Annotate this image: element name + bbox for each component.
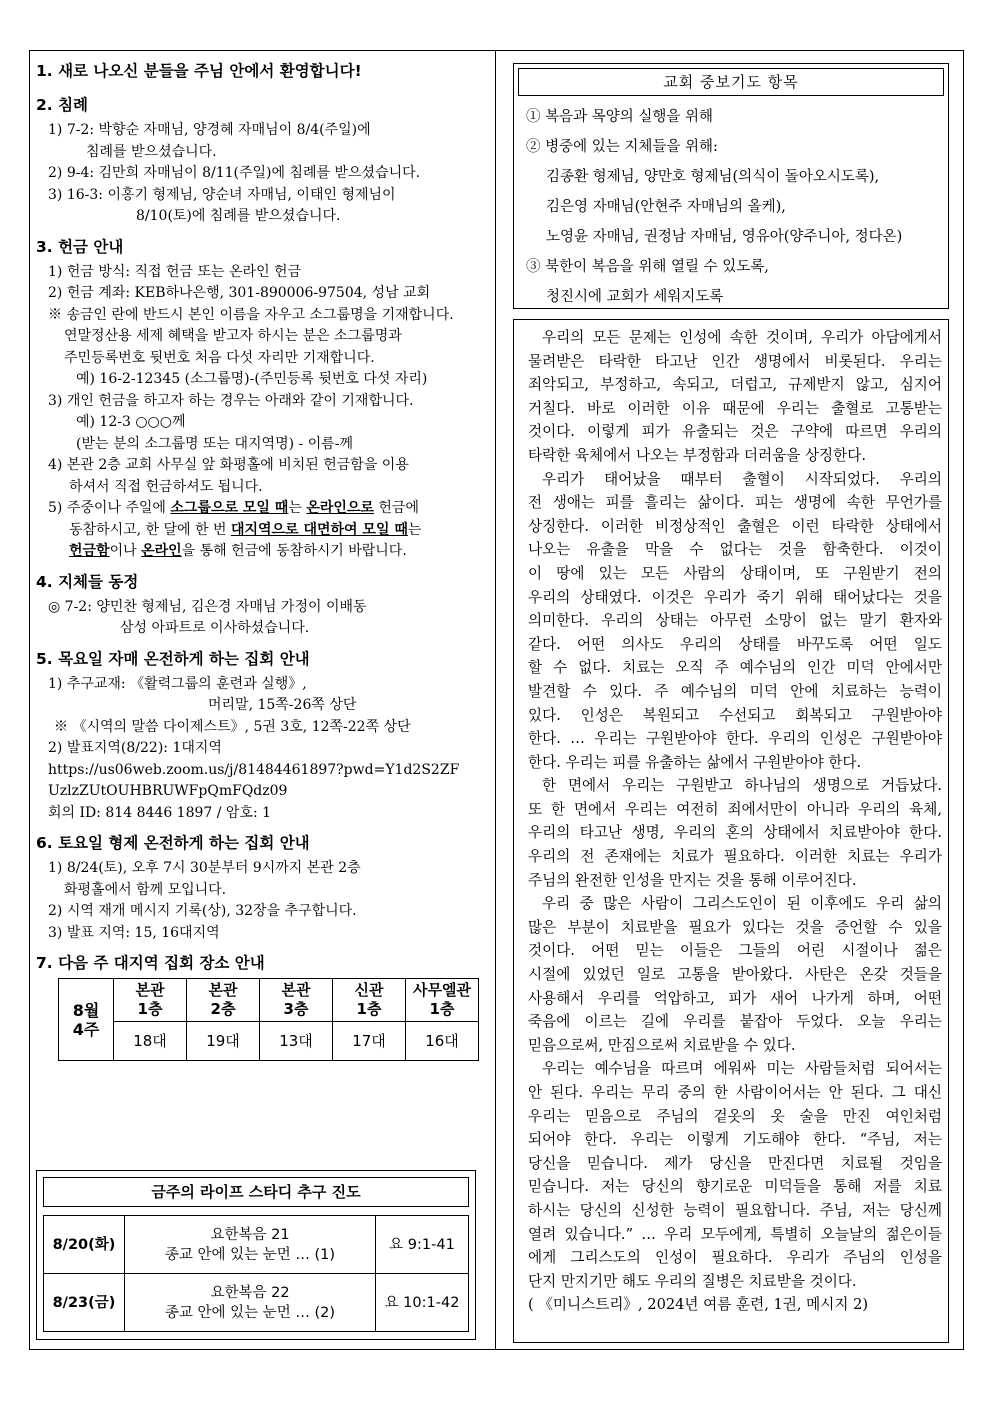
prayer-item: 김은영 자매님(안현주 자매님의 올케), (546, 199, 786, 215)
zoom-link[interactable]: UzlzZUtOUHBRUWFpQmFQdz09 (48, 783, 288, 799)
region-cell: 19대 (187, 1022, 260, 1061)
baptism-line: 3) 16-3: 이홍기 형제님, 양순녀 자매님, 이태인 형제님이 (48, 186, 396, 203)
reading-line: 열려 있습니다.” … 우리 모두에게, 특별히 오늘날의 젊은이들 (528, 1225, 942, 1243)
reading-line: 같다. 어떤 의사도 우리의 상태를 바꾸도록 어떤 일도 (528, 635, 942, 653)
week-cell: 8월 4주 (59, 979, 114, 1061)
section-6-title: 6. 토요일 형제 온전하게 하는 집회 안내 (36, 834, 310, 852)
prayer-item: 김종환 형제님, 양만호 형제님(의식이 돌아오시도록), (546, 169, 880, 185)
prayer-item: 노영윤 자매님, 권정남 자매님, 영유아(양주니아, 정다온) (546, 229, 903, 245)
reading-line: 것이다. 어떤 믿는 이들은 그들의 어린 시절이나 젊은 (528, 942, 942, 960)
saturday-line: 화평홀에서 함께 모입니다. (64, 881, 227, 898)
section-4-title: 4. 지체들 동정 (36, 572, 139, 591)
reading-line: 우리의 상태였다. 이것은 우리가 죽기 위해 태어났다는 것을 (528, 588, 942, 606)
region-cell: 16대 (406, 1022, 479, 1061)
study-date: 8/23(금) (44, 1274, 125, 1332)
study-ref: 요 10:1-42 (376, 1274, 469, 1332)
reading-line: 것이다. 이렇게 피가 유출되는 것은 구약에 따르면 우리의 (528, 423, 942, 441)
offering-line: 하셔서 직접 헌금하셔도 됩니다. (69, 478, 263, 495)
reading-line: 우리의 전 존재에는 치료가 필요하다. 이러한 치료는 우리가 (528, 848, 942, 866)
reading-line: 당신을 믿습니다. 제가 당신을 만진다면 치료될 것임을 (528, 1154, 942, 1172)
study-date: 8/20(화) (44, 1216, 125, 1274)
reading-line: 전 생애는 피를 흘리는 삶이다. 피는 생명에 속한 무언가를 (528, 494, 942, 512)
ministry-reading-text (528, 326, 942, 1317)
reading-line: 믿습니다. 저는 당신의 향기로운 미덕들을 통해 저를 치료 (528, 1178, 942, 1196)
reading-line: 우리는 믿음으로 주님의 겉옷의 옷 술을 만진 여인처럼 (528, 1107, 942, 1125)
offering-line: 연말정산용 세제 혜택을 받고자 하시는 분은 소그룹명과 (64, 328, 402, 344)
prayer-item: ① 복음과 목양의 실행을 위해 (526, 109, 714, 125)
prayer-item: ② 병중에 있는 지체들을 위해: (526, 139, 718, 155)
baptism-line: 침례를 받으셨습니다. (86, 143, 217, 160)
table-row (44, 1216, 469, 1274)
hall-header: 본관 1층 (114, 979, 187, 1022)
reading-line: 사용해서 우리를 억압하고, 피가 새어 나가게 하며, 어떤 (528, 989, 942, 1007)
section-3-title: 3. 헌금 안내 (36, 237, 124, 256)
thursday-line: ※ 《시역의 말씀 다이제스트》, 5권 3호, 12쪽-22쪽 상단 (54, 718, 411, 735)
saturday-line: 1) 8/24(토), 오후 7시 30분부터 9시까지 본관 2층 (48, 860, 361, 876)
reading-line: 의미한다. 우리의 상태는 아무런 소망이 없는 말기 환자와 (528, 612, 942, 630)
reading-line: 시절에 있었던 일로 고통을 받아왔다. 사탄은 온갖 것들을 (528, 966, 942, 984)
prayer-item: ③ 북한이 복음을 위해 열릴 수 있도록, (526, 259, 769, 275)
ministry-reading-box (513, 319, 949, 1343)
offering-line: 예) 12-3 ○○○께 (76, 414, 186, 430)
news-line: 삼성 아파트로 이사하셨습니다. (120, 620, 310, 636)
life-study-table (43, 1215, 469, 1332)
reading-line: 할 수 없다. 치료는 오직 주 예수님의 인간 미덕 안에서만 (528, 659, 942, 677)
reading-line: 한다. … 우리는 구원받아야 한다. 우리의 인성은 구원받아야 (528, 730, 942, 748)
region-cell: 18대 (114, 1022, 187, 1061)
reading-line: 나오는 유출을 막을 수 없다는 것을 함축한다. 이것이 (528, 541, 942, 559)
reading-line: 주님의 완전한 인성을 만지는 것을 통해 이루어진다. (528, 871, 857, 889)
saturday-line: 3) 발표 지역: 15, 16대지역 (48, 924, 220, 941)
baptism-line: 2) 9-4: 김만희 자매님이 8/11(주일)에 침례를 받으셨습니다. (48, 165, 421, 181)
hall-header: 사무엘관 1층 (406, 979, 479, 1022)
reading-line: 안 된다. 우리는 무리 중의 한 사람이어서는 안 된다. 그 대신 (528, 1084, 942, 1101)
saturday-line: 2) 시역 재개 메시지 기록(상), 32장을 추구합니다. (48, 903, 357, 919)
study-topic: 요한복음 21 종교 안에 있는 눈먼 … (1) (125, 1216, 376, 1274)
hall-header: 본관 2층 (187, 979, 260, 1022)
offering-line: 2) 헌금 계좌: KEB하나은행, 301-890006-97504, 성남 교회 (48, 285, 431, 301)
column-divider (495, 50, 496, 1350)
reading-line: 우리의 타고난 생명, 우리의 혼의 상태에서 치료받아야 한다. (528, 824, 942, 842)
offering-line: 1) 헌금 방식: 직접 헌금 또는 온라인 헌금 (48, 263, 302, 280)
reading-line: 발견할 수 있다. 주 예수님의 미덕 안에 치료하는 능력이 (528, 682, 942, 700)
reading-line: 우리의 모든 문제는 인성에 속한 것이며, 우리가 아담에게서 (542, 329, 942, 346)
reading-line: 한다. 우리는 피를 유출하는 삶에서 구원받아야 한다. (528, 753, 862, 771)
hall-header: 신관 1층 (333, 979, 406, 1022)
section-1-title: 1. 새로 나오신 분들을 주님 안에서 환영합니다! (36, 62, 362, 80)
meeting-id: 회의 ID: 814 8446 1897 / 암호: 1 (48, 804, 272, 821)
reading-line: 한 면에서 우리는 구원받고 하나님의 생명으로 거듭났다. (542, 777, 942, 795)
table-row (44, 1274, 469, 1332)
region-cell: 17대 (333, 1022, 406, 1061)
baptism-line: 1) 7-2: 박향순 자매님, 양경혜 자매님이 8/4(주일)에 (48, 122, 371, 138)
offering-line: 3) 개인 헌금을 하고자 하는 경우는 아래와 같이 기재합니다. (48, 392, 414, 409)
section-7-title: 7. 다음 주 대지역 집회 장소 안내 (36, 954, 265, 972)
offering-line: 주민등록번호 뒷번호 처음 다섯 자리만 기재합니다. (64, 349, 375, 366)
region-cell: 13대 (260, 1022, 333, 1061)
reading-line: 많은 부분이 치료받을 필요가 있다는 것을 증언할 수 있을 (528, 918, 942, 936)
prayer-item: 청진시에 교회가 세워지도록 (546, 289, 724, 305)
reading-line: 거칠다. 바로 이러한 이유 때문에 우리는 출혈로 고통받는 (528, 399, 942, 417)
study-ref: 요 9:1-41 (376, 1216, 469, 1274)
reading-line: 에게 그리스도의 인성이 필요하다. 우리가 주님의 인성을 (528, 1249, 942, 1267)
life-study-box (36, 1170, 476, 1340)
offering-line: 예) 16-2-12345 (소그룹명)-(주민등록 뒷번호 다섯 자리) (76, 371, 428, 387)
reading-line: 물려받은 타락한 타고난 인간 생명에서 비롯된다. 우리는 (528, 352, 942, 370)
prayer-title: 교회 중보기도 항목 (518, 68, 944, 96)
reading-line: 상징한다. 이러한 비정상적인 출혈은 이런 타락한 상태에서 (528, 517, 942, 535)
baptism-line: 8/10(토)에 침례를 받으셨습니다. (136, 208, 341, 224)
reading-line: 우리는 예수님을 따르며 에워싸 미는 사람들처럼 되어서는 (542, 1060, 942, 1078)
thursday-line: 2) 발표지역(8/22): 1대지역 (48, 740, 222, 756)
thursday-line: 머리말, 15쪽-26쪽 상단 (208, 697, 357, 713)
reading-line: 되어야 한다. 우리는 이렇게 기도해야 한다. “주님, 저는 (528, 1131, 942, 1149)
reading-line: 죽음에 이르는 길에 우리를 붙잡아 두었다. 오늘 우리는 (528, 1013, 942, 1031)
offering-line: (받는 분의 소그룹명 또는 대지역명) - 이름-께 (76, 435, 353, 452)
reading-line: ( 《미니스트리》, 2024년 여름 훈련, 1권, 메시지 2) (528, 1296, 869, 1314)
thursday-line: 1) 추구교재: 《활력그룹의 훈련과 실행》, (48, 675, 307, 692)
reading-line: 이 땅에 있는 모든 사람의 상태이며, 또 구원받기 전의 (528, 564, 942, 582)
study-topic: 요한복음 22 종교 안에 있는 눈먼 … (2) (125, 1274, 376, 1332)
section-5-title: 5. 목요일 자매 온전하게 하는 집회 안내 (36, 649, 310, 668)
reading-line: 죄악되고, 부정하고, 속되고, 더럽고, 규제받지 않고, 심지어 (528, 376, 942, 394)
location-table (58, 978, 479, 1061)
section-2-title: 2. 침례 (36, 96, 89, 114)
reading-line: 우리가 태어났을 때부터 출혈이 시작되었다. 우리의 (542, 470, 942, 488)
offering-line-5: 5) 주중이나 주일에 소그룹으로 모일 때는 온라인으로 헌금에 (48, 500, 419, 516)
reading-line: 믿음으로써, 만짐으로써 치료받을 수 있다. (528, 1036, 796, 1054)
reading-line: 하시는 당신의 신성한 능력이 필요합니다. 주님, 저는 당신께 (528, 1201, 942, 1219)
offering-line-7: 헌금함이나 온라인을 통해 헌금에 동참하시기 바랍니다. (69, 543, 407, 559)
reading-line: 타락한 육체에서 나오는 부정함과 더러움을 상징한다. (528, 446, 866, 464)
reading-line: 또 한 면에서 우리는 여전히 죄에서만이 아니라 우리의 육체, (528, 800, 942, 818)
offering-line: 4) 본관 2층 교회 사무실 앞 화평홀에 비치된 헌금함을 이용 (48, 457, 409, 473)
offering-line: ※ 송금인 란에 반드시 본인 이름을 자우고 소그룹명을 기재합니다. (48, 306, 454, 323)
reading-line: 있다. 인성은 복원되고 수선되고 회복되고 구원받아야 (528, 706, 942, 724)
prayer-box (513, 63, 949, 309)
hall-header: 본관 3층 (260, 979, 333, 1022)
announcements-column (36, 60, 486, 1061)
life-study-title: 금주의 라이프 스타디 추구 진도 (43, 1177, 469, 1207)
news-line: ◎ 7-2: 양민찬 형제님, 김은경 자매님 가정이 이배동 (48, 598, 367, 615)
zoom-link[interactable]: https://us06web.zoom.us/j/81484461897?pwd=Y1d2S2ZF (48, 761, 460, 778)
reading-line: 단지 만지기만 해도 우리의 질병은 치료받을 것이다. (528, 1272, 857, 1290)
reading-line: 우리 중 많은 사람이 그리스도인이 된 이후에도 우리 삶의 (542, 895, 942, 913)
offering-line-6: 동참하시고, 한 달에 한 번 대지역으로 대면하여 모일 때는 (69, 521, 422, 538)
